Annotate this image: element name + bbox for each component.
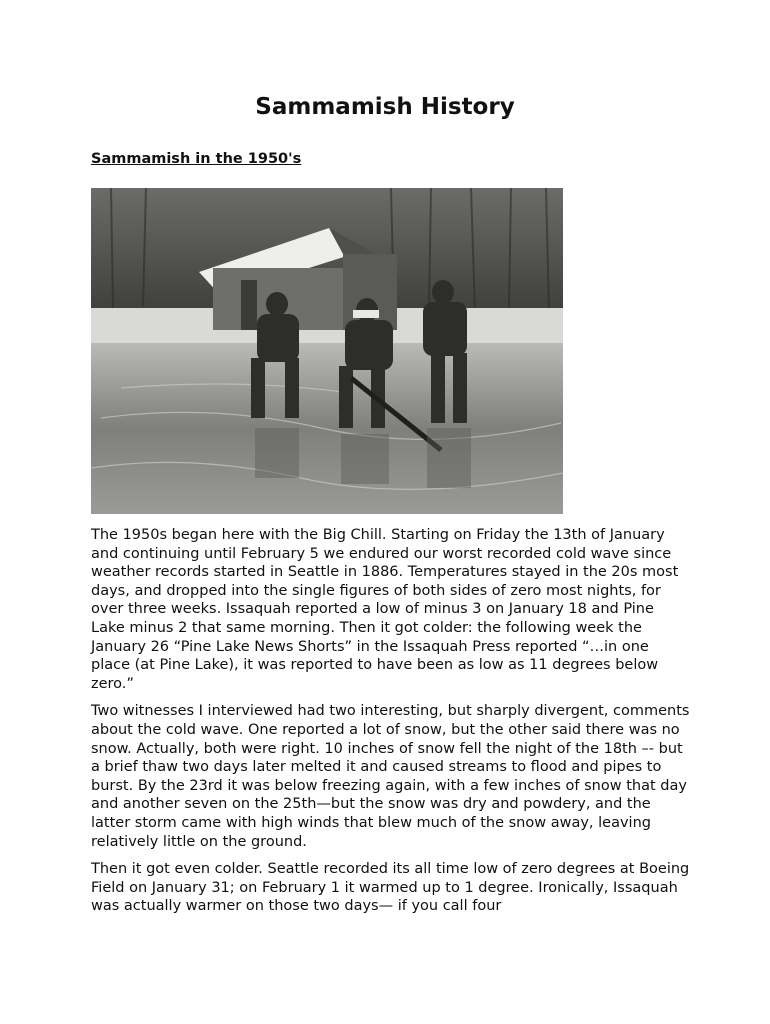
section-heading: Sammamish in the 1950's (91, 151, 302, 167)
photo-icon (91, 188, 563, 514)
paragraph-1: The 1950s began here with the Big Chill. Starting on Friday the 13th of January and continuing until February 5 we endured our worst recorded cold wave since weather records started in Seattle in 1886. Temperatures stayed in the 20s most days, and dropped into the single figures of both sides of zero most nights, for over three weeks. Issaquah reported a low of minus 3 on January 18 and Pine Lake minus 2 that same morning. Then it got colder: the following week the January 26 “Pine Lake News Shorts” in the Issaquah Press reported “…in one place (at Pine Lake), it was reported to have been as low as 11 degrees below zero.” (91, 527, 679, 692)
article-body (91, 526, 691, 925)
paragraph-2: Two witnesses I interviewed had two interesting, but sharply divergent, comments about the cold wave. One reported a lot of snow, but the other said there was no snow. Actually, both were right. 10 inches of snow fell the night of the 18th –- but a brief thaw two days later melted it and caused streams to flood and pipes to burst. By the 23rd it was below freezing again, with a few inches of snow that day and another seven on the 25th—but the snow was dry and powdery, and the latter storm came with high winds that blew much of the snow away, leaving relatively little on the ground. (91, 703, 690, 850)
page-title: Sammamish History (255, 94, 515, 120)
historic-photo (91, 188, 563, 514)
paragraph-3: Then it got even colder. Seattle recorded its all time low of zero degrees at Boeing Field on January 31; on February 1 it warmed up to 1 degree. Ironically, Issaquah was actually warmer on those two days— if you call four (91, 861, 690, 915)
